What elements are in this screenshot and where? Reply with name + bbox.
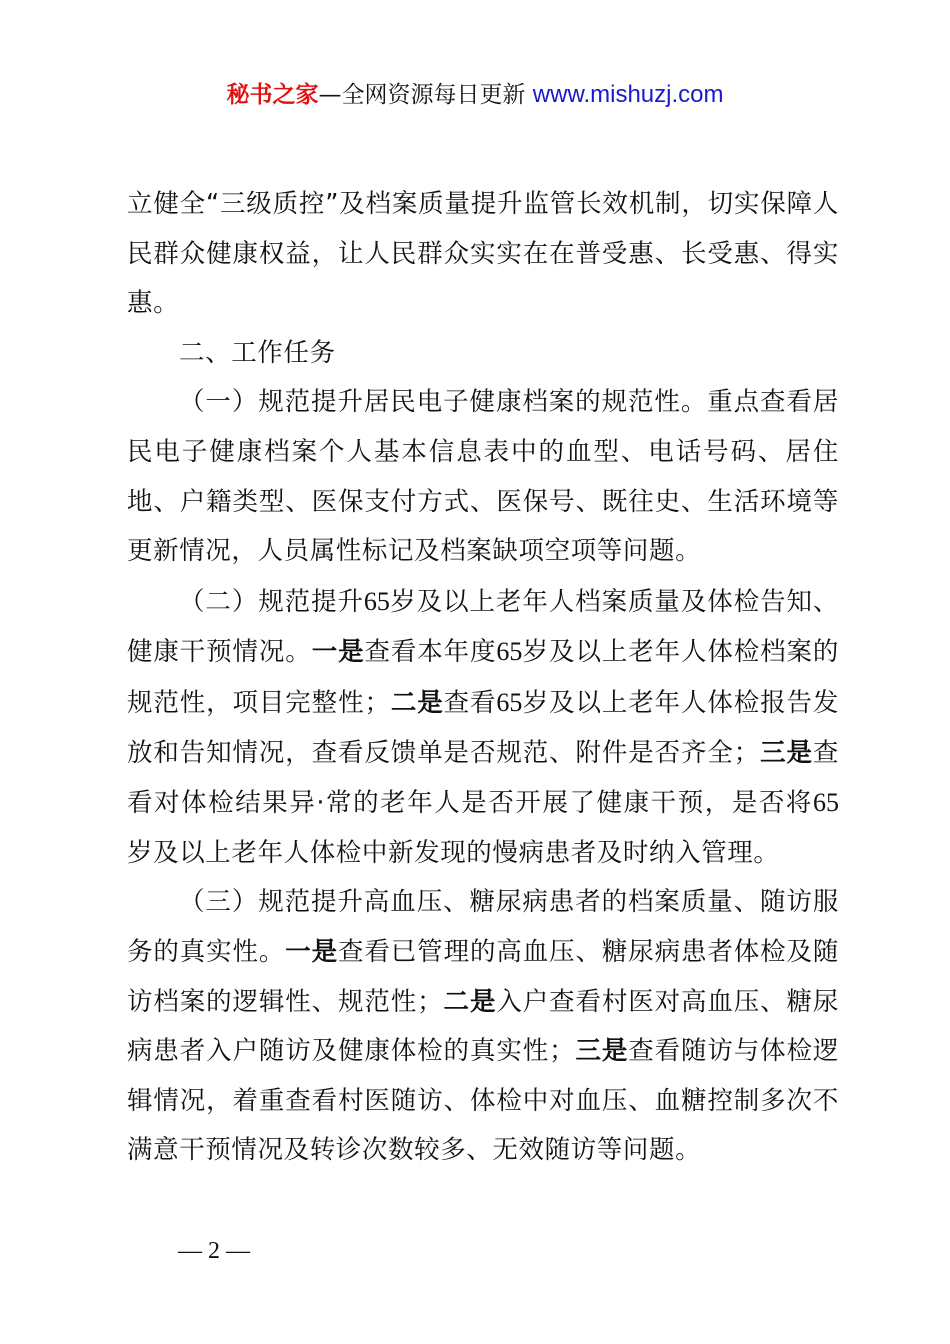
text-run: 岁及以上老年人体检中新发现的慢病患者及时纳入管理。 <box>127 837 780 868</box>
number-run: 65 <box>496 637 523 667</box>
bold-keyword: 一是 <box>285 936 339 967</box>
page-number: — 2 — <box>178 1238 250 1264</box>
bold-keyword: 二是 <box>390 687 444 718</box>
paragraph-task-3 <box>127 878 839 1176</box>
bold-keyword: 三是 <box>575 1036 629 1067</box>
number-run: 65 <box>496 687 523 717</box>
bold-keyword: 一是 <box>311 637 365 668</box>
number-run: 65 <box>813 788 839 818</box>
paragraph-task-2 <box>127 577 839 879</box>
paragraph-continuation: 立健全“三级质控”及档案质量提升监管长效机制，切实保障人民群众健康权益，让人民群众实实在在普受惠、长受惠、得实惠。 <box>127 189 839 319</box>
text-run: （二）规范提升 <box>179 586 364 617</box>
text-run: 岁及以上老年人档案质量及体检告知、健康干预情况。 <box>127 586 840 668</box>
paragraph-task-1: （一）规范提升居民电子健康档案的规范性。重点查看居民电子健康档案个人基本信息表中的血型、电话号码、居住地、户籍类型、医保支付方式、医保号、既往史、生活环境等更新情况，人员属性标记及档案缺项空项等问题。 <box>127 387 839 567</box>
text-run: 查看 <box>443 687 497 718</box>
text-run: 查看随访与体检逻辑情况，着重查看村医随访、体检中对血压、血糖控制多次不满意干预情况及转诊次数较多、无效随访等问题。 <box>127 1036 839 1166</box>
text-run: （三）规范提升高血压、糖尿病患者的档案质量、随访服务的真实性。 <box>127 887 839 967</box>
text-run: 岁及以上老年人体检报告发放和告知情况，查看反馈单是否规范、附件是否齐全； <box>127 687 840 768</box>
bold-keyword: 二是 <box>443 986 497 1017</box>
site-url-link[interactable]: www.mishuzj.com <box>532 81 724 108</box>
site-header <box>0 78 950 112</box>
section-heading-work-tasks: 二、工作任务 <box>179 337 336 368</box>
bold-keyword: 三是 <box>759 737 813 768</box>
document-body <box>127 180 839 1176</box>
site-brand: 秘书之家 <box>226 82 319 108</box>
site-slogan: —全网资源每日更新 <box>318 82 526 108</box>
text-run: 查看本年度 <box>364 637 497 668</box>
number-run: 65 <box>363 586 390 616</box>
text-run: 岁及以上老年人体检档案的规范性，项目完整性； <box>127 637 839 718</box>
text-run: 查看已管理的高血压、糖尿病患者体检及随访档案的逻辑性、规范性； <box>127 936 839 1017</box>
text-run: 入户查看村医对高血压、糖尿病患者入户随访及健康体检的真实性； <box>127 986 839 1067</box>
text-run: 查看对体检结果异·常的老年人是否开展了健康干预，是否将 <box>127 737 839 819</box>
